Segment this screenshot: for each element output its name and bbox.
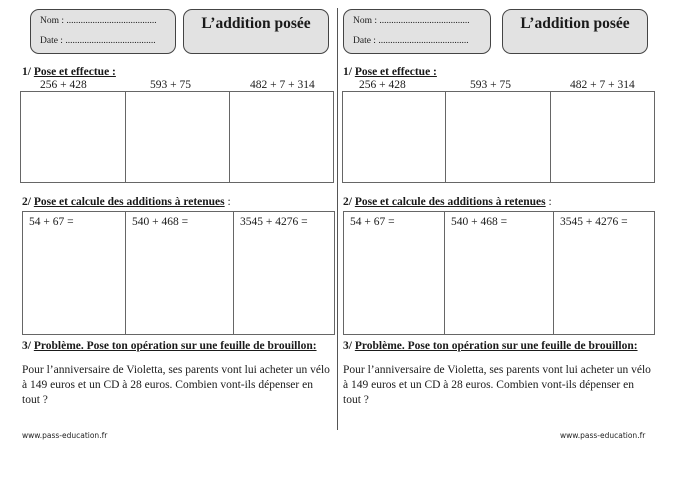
- exercise-1-heading: 1/ Pose et effectue :: [343, 66, 437, 78]
- expression: 54 + 67 =: [350, 216, 395, 228]
- worksheet-title: L’addition posée: [183, 9, 329, 54]
- exercise-2-answer-grid: [343, 211, 655, 335]
- expression: 482 + 7 + 314: [570, 79, 635, 91]
- name-field[interactable]: Nom : ......................................: [353, 16, 470, 26]
- answer-cell[interactable]: [21, 92, 126, 182]
- answer-cell[interactable]: [230, 92, 333, 182]
- expression: 256 + 428: [359, 79, 406, 91]
- answer-cell[interactable]: [446, 92, 551, 182]
- exercise-3-heading: 3/ Problème. Pose ton opération sur une feuille de brouillon:: [343, 340, 638, 352]
- exercise-1-heading: 1/ Pose et effectue :: [22, 66, 116, 78]
- date-field[interactable]: Date : ......................................: [40, 36, 156, 46]
- exercise-2-answer-grid: [22, 211, 335, 335]
- name-field[interactable]: Nom : ......................................: [40, 16, 157, 26]
- answer-cell[interactable]: [234, 212, 334, 334]
- date-field[interactable]: Date : ......................................: [353, 36, 469, 46]
- expression: 540 + 468 =: [451, 216, 508, 228]
- exercise-2-heading: 2/ Pose et calcule des additions à retenues :: [343, 196, 552, 208]
- page-divider: [337, 8, 338, 430]
- answer-cell[interactable]: [343, 92, 446, 182]
- worksheet-title: L’addition posée: [502, 9, 648, 54]
- expression: 540 + 468 =: [132, 216, 189, 228]
- exercise-2-heading: 2/ Pose et calcule des additions à retenues :: [22, 196, 231, 208]
- expression: 256 + 428: [40, 79, 87, 91]
- expression: 593 + 75: [470, 79, 511, 91]
- footer-url: www.pass-education.fr: [560, 431, 646, 440]
- answer-cell[interactable]: [126, 212, 234, 334]
- exercise-1-answer-grid: [20, 91, 334, 183]
- name-date-box: [30, 9, 176, 54]
- expression: 593 + 75: [150, 79, 191, 91]
- name-date-box: [343, 9, 491, 54]
- exercise-1-answer-grid: [342, 91, 655, 183]
- expression: 3545 + 4276 =: [240, 216, 308, 228]
- answer-cell[interactable]: [344, 212, 445, 334]
- expression: 54 + 67 =: [29, 216, 74, 228]
- exercise-3-heading: 3/ Problème. Pose ton opération sur une feuille de brouillon:: [22, 340, 317, 352]
- problem-text: Pour l’anniversaire de Violetta, ses parents vont lui acheter un vélo à 149 euros et un CD à 28 euros. Combien vont-ils dépenser en tout ?: [343, 364, 651, 406]
- answer-cell[interactable]: [554, 212, 654, 334]
- expression: 3545 + 4276 =: [560, 216, 628, 228]
- answer-cell[interactable]: [23, 212, 126, 334]
- answer-cell[interactable]: [551, 92, 654, 182]
- expression: 482 + 7 + 314: [250, 79, 315, 91]
- problem-text: Pour l’anniversaire de Violetta, ses parents vont lui acheter un vélo à 149 euros et un CD à 28 euros. Combien vont-ils dépenser en tout ?: [22, 364, 330, 406]
- answer-cell[interactable]: [445, 212, 554, 334]
- footer-url: www.pass-education.fr: [22, 431, 108, 440]
- worksheet-right: [340, 0, 680, 480]
- answer-cell[interactable]: [126, 92, 230, 182]
